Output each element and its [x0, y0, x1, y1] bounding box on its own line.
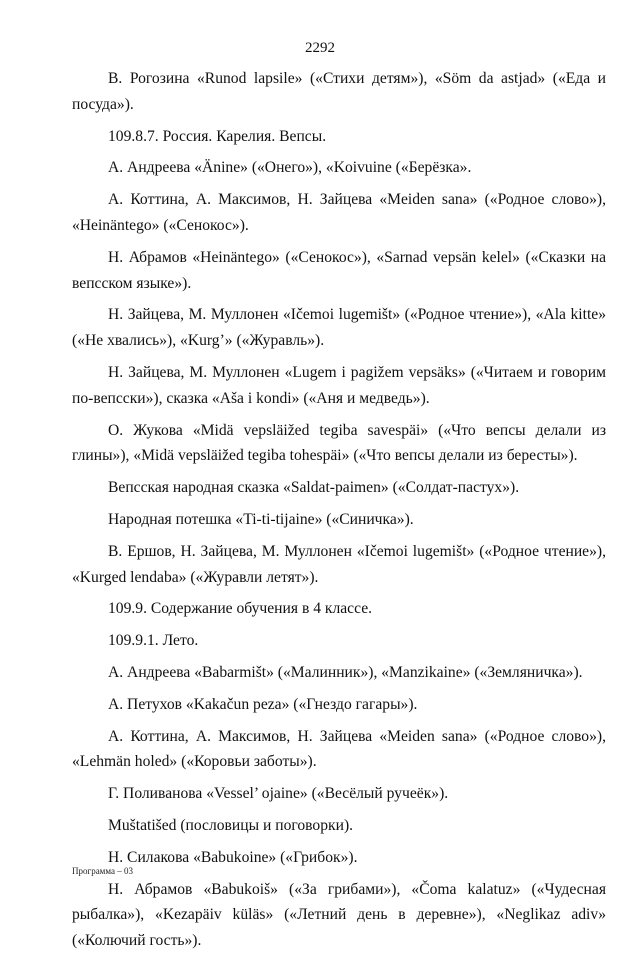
paragraph: Н. Абрамов «Heinäntego» («Сенокос»), «Sarnad vepsän kelel» («Сказки на вепсском языке»). — [72, 248, 606, 292]
paragraph: А. Петухов «Kakačun peza» («Гнездо гагары»). — [108, 695, 418, 713]
section-heading: 109.9. Содержание обучения в 4 классе. — [108, 600, 373, 618]
paragraph: Народная потешка «Ti-ti-tijaine» («Синичка»). — [108, 510, 414, 528]
page-footer: Программа – 03 — [72, 866, 134, 876]
paragraph: Н. Зайцева, М. Муллонен «Lugem i pagižem vepsäks» («Читаем и говорим по-вепсски»), сказка «Aša i kondi» («Аня и медведь»). — [72, 363, 606, 407]
paragraph: Вепсская народная сказка «Saldat-paimen» («Солдат-пастух»). — [108, 479, 520, 497]
paragraph: Н. Зайцева, М. Муллонен «Ičemoi lugemišt» («Родное чтение»), «Ala kitte» («Не хвались»), «Kurg’» («Журавль»). — [72, 306, 606, 350]
paragraph: А. Андреева «Änine» («Онего»), «Koivuine («Берёзка». — [108, 159, 472, 177]
page-body — [72, 66, 606, 960]
paragraph: А. Коттина, А. Максимов, Н. Зайцева «Meiden sana» («Родное слово»), «Heinäntego» («Сенокос»). — [72, 191, 606, 234]
page-number: 2292 — [305, 40, 335, 56]
paragraph: А. Андреева «Babarmišt» («Малинник»), «Manzikaine» («Земляничка»). — [108, 663, 583, 681]
paragraph: В. Рогозина «Runod lapsile» («Стихи детям»), «Söm da astjad» («Еда и посуда»). — [72, 70, 606, 113]
paragraph: Г. Поливанова «Vessel’ ojaine» («Весёлый ручеёк»). — [108, 785, 449, 803]
section-heading: 109.9.1. Лето. — [108, 632, 199, 650]
paragraph: Н. Абрамов «Babukoiš» («За грибами»), «Čoma kalatuz» («Чудесная рыбалка»), «Kezapäiv küläs» («Летний день в деревне»), «Neglikaz adiv» («Колючий гость»). — [72, 880, 606, 950]
paragraph: В. Ершов, Н. Зайцева, М. Муллонен «Ičemoi lugemišt» («Родное чтение»), «Kurged lendaba» («Журавли летят»). — [72, 542, 606, 586]
paragraph: О. Жукова «Midä vepsläižed tegiba savespäi» («Что вепсы делали из глины»), «Midä vepsläižed tegiba tohespäi» («Что вепсы делали из бересты»). — [72, 421, 606, 465]
section-heading: 109.8.7. Россия. Карелия. Вепсы. — [108, 127, 327, 145]
paragraph: Muštatišed (пословицы и поговорки). — [108, 816, 354, 834]
paragraph: Н. Силакова «Babukoine» («Грибок»). — [108, 848, 358, 866]
paragraph: А. Коттина, А. Максимов, Н. Зайцева «Meiden sana» («Родное слово»), «Lehmän holed» («Коровьи заботы»). — [72, 727, 606, 771]
